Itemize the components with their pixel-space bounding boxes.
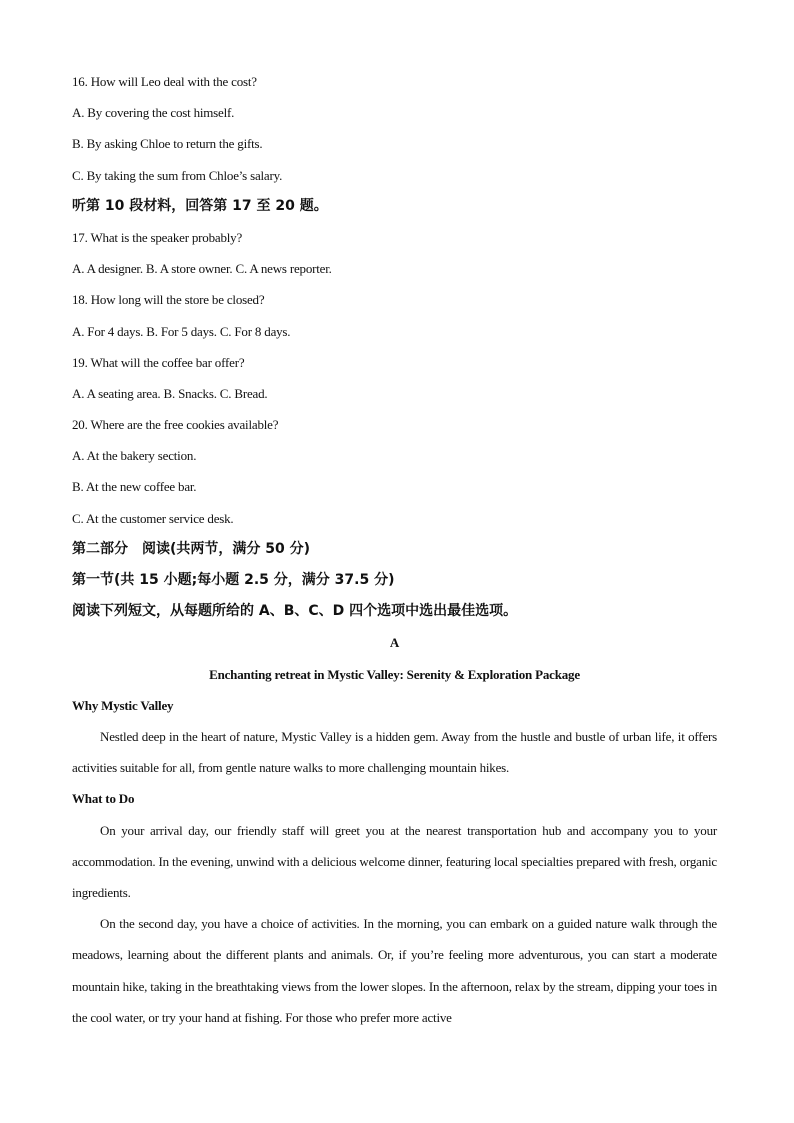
question-18: 18. How long will the store be closed?: [72, 292, 265, 308]
question-17-options: A. A designer. B. A store owner. C. A news reporter.: [72, 261, 332, 277]
question-19-options: A. A seating area. B. Snacks. C. Bread.: [72, 385, 268, 401]
paragraph-day-1: On your arrival day, our friendly staff will greet you at the nearest transportation hub and accompany you to your accommodation. In the evening, unwind with a delicious welcome dinner, featuring local specialties prepared with fresh, organic ingredients.: [72, 822, 717, 900]
section-10-instruction: 听第 10 段材料，回答第 17 至 20 题。: [72, 197, 328, 214]
question-20-option-a: A. At the bakery section.: [72, 448, 197, 464]
reading-instruction: 阅读下列短文，从每题所给的 A、B、C、D 四个选项中选出最佳选项。: [72, 603, 518, 620]
paragraph-why: Nestled deep in the heart of nature, Mystic Valley is a hidden gem. Away from the hustle and bustle of urban life, it offers activities suitable for all, from gentle nature walks to more challenging mountain hikes.: [72, 728, 717, 776]
question-16-option-a: A. By covering the cost himself.: [72, 105, 235, 121]
reading-part-title: 第二部分 阅读(共两节，满分 50 分): [72, 540, 311, 557]
passage-letter: A: [389, 635, 400, 651]
question-18-options: A. For 4 days. B. For 5 days. C. For 8 days.: [72, 323, 291, 339]
question-20-option-c: C. At the customer service desk.: [72, 510, 234, 526]
reading-section-title: 第一节(共 15 小题;每小题 2.5 分，满分 37.5 分): [72, 572, 395, 588]
heading-what-to-do: What to Do: [72, 791, 135, 807]
paragraph-day-2: On the second day, you have a choice of activities. In the morning, you can embark on a guided nature walk through the meadows, learning about the different plants and animals. Or, if you’re feeling more adventurous, you can start a moderate mountain hike, taking in the breathtaking views from the lower slopes. In the afternoon, relax by the stream, dipping your toes in the cool water, or try your hand at fishing. For those who prefer more active: [72, 916, 717, 1025]
passage-title: Enchanting retreat in Mystic Valley: Serenity & Exploration Package: [209, 666, 580, 682]
question-20: 20. Where are the free cookies available?: [72, 417, 279, 433]
document-page: [72, 66, 717, 1033]
question-20-option-b: B. At the new coffee bar.: [72, 479, 197, 495]
question-17: 17. What is the speaker probably?: [72, 229, 243, 245]
question-16-option-c: C. By taking the sum from Chloe’s salary.: [72, 167, 283, 183]
question-16: 16. How will Leo deal with the cost?: [72, 74, 257, 89]
question-16-option-b: B. By asking Chloe to return the gifts.: [72, 136, 263, 152]
heading-why-mystic-valley: Why Mystic Valley: [72, 697, 174, 713]
question-19: 19. What will the coffee bar offer?: [72, 354, 245, 370]
